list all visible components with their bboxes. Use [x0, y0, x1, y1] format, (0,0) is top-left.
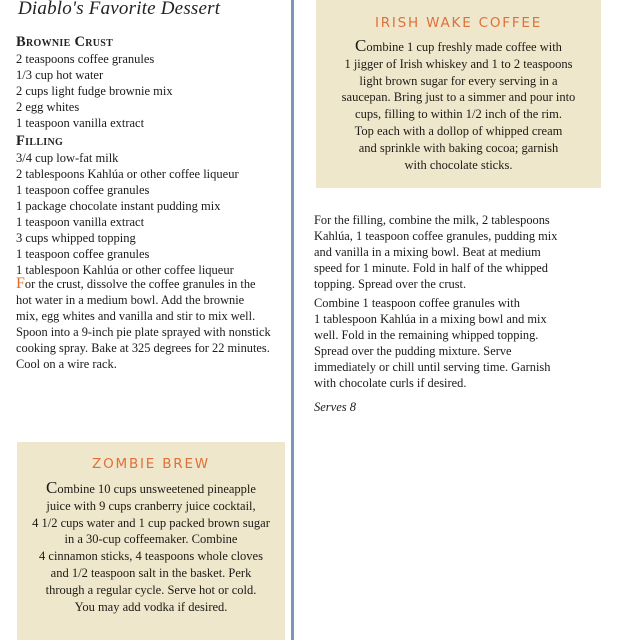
finish-instructions: Combine 1 teaspoon coffee granules with 1 tablespoon Kahlúa in a mixing bowl and mix well. Fold in the remaining whipped topping. Spread over the pudding mixture. Serve immediately or chill until serving time. Garnish with chocolate curls if desired. — [314, 296, 551, 390]
crust-instructions: For the crust, dissolve the coffee granules in the hot water in a medium bowl. Add the brownie mix, egg whites and vanilla and stir to mix well. Spoon into a 9-inch pie plate sprayed with nonstick cooking spray. Bake at 325 degrees for 22 minutes. Cool on a wire rack. — [16, 275, 271, 371]
zombie-brew-title: ZOMBIE BREW — [92, 456, 210, 472]
list-item: 2 cups light fudge brownie mix — [16, 84, 173, 98]
column-divider — [291, 0, 294, 640]
list-item: 2 egg whites — [16, 100, 80, 114]
list-item: 1/3 cup hot water — [16, 68, 104, 82]
drop-cap: C — [355, 36, 367, 55]
brownie-crust-list — [16, 51, 173, 131]
filling-list — [16, 150, 239, 278]
zombie-brew-text: Combine 10 cups unsweetened pineapple juice with 9 cups cranberry juice cocktail, 4 1/2 cups water and 1 cup packed brown sugar in a 30-cup coffeemaker. Combine 4 cinnamon sticks, 4 teaspoons whole cloves and 1/2 teaspoon salt in the basket. Perk through a regular cycle. Serve hot or cold. You may add vodka if desired. — [32, 478, 270, 614]
drop-cap: C — [46, 478, 58, 497]
zombie-brew-box — [17, 442, 285, 640]
list-item: 2 tablespoons Kahlúa or other coffee liqueur — [16, 167, 239, 181]
irish-wake-coffee-text: Combine 1 cup freshly made coffee with 1 jigger of Irish whiskey and 1 to 2 teaspoons light brown sugar for every serving in a saucepan. Bring just to a simmer and pour into cups, filling to within 1/2 inch of the rim. Top each with a dollop of whipped cream and sprinkle with baking cocoa; garnish with chocolate sticks. — [341, 36, 576, 172]
brownie-crust-heading: Brownie Crust — [16, 34, 114, 50]
list-item: 3/4 cup low-fat milk — [16, 151, 119, 165]
list-item: 1 teaspoon coffee granules — [16, 183, 150, 197]
list-item: 1 teaspoon vanilla extract — [16, 116, 145, 130]
list-item: 1 teaspoon coffee granules — [16, 247, 150, 261]
filling-heading: Filling — [16, 133, 64, 149]
drop-cap: F — [16, 275, 25, 292]
irish-wake-coffee-box — [316, 0, 601, 188]
filling-instructions: For the filling, combine the milk, 2 tablespoons Kahlúa, 1 teaspoon coffee granules, pudding mix and vanilla in a mixing bowl. Beat at medium speed for 1 minute. Fold in half of the whipped topping. Spread over the crust. — [314, 213, 558, 291]
list-item: 1 teaspoon vanilla extract — [16, 215, 145, 229]
list-item: 2 teaspoons coffee granules — [16, 52, 155, 66]
list-item: 3 cups whipped topping — [16, 231, 136, 245]
serves-note: Serves 8 — [314, 400, 356, 414]
list-item: 1 tablespoon Kahlúa or other coffee liqueur — [16, 263, 234, 277]
recipe-title: Diablo's Favorite Dessert — [18, 0, 221, 19]
irish-wake-coffee-title: IRISH WAKE COFFEE — [374, 15, 543, 31]
list-item: 1 package chocolate instant pudding mix — [16, 199, 221, 213]
